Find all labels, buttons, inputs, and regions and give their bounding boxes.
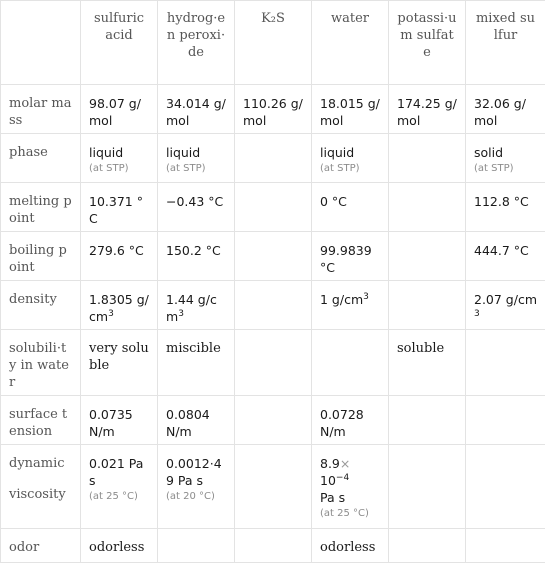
cell-value: 0.0012·49 Pa s [166, 456, 222, 488]
table-cell [235, 134, 312, 183]
table-cell [81, 281, 158, 330]
table-cell [235, 183, 312, 232]
row-label-phase: phase [1, 134, 81, 183]
table-cell [81, 445, 158, 529]
table-cell [466, 445, 545, 529]
table-cell: 444.7 °C [466, 232, 545, 281]
cell-base: 10 [320, 473, 336, 488]
table-cell: miscible [158, 330, 235, 396]
table-cell [466, 330, 545, 396]
table-cell: 150.2 °C [158, 232, 235, 281]
table-cell: 10.371 °C [81, 183, 158, 232]
table-cell: 279.6 °C [81, 232, 158, 281]
table-cell: 0.0728 N/m [312, 396, 389, 445]
cell-note: (at 25 °C) [320, 507, 380, 521]
table-cell: 174.25 g/mol [389, 85, 466, 134]
table-cell [389, 396, 466, 445]
row-label-solubility: solubili·ty in water [1, 330, 81, 396]
cell-note: (at 20 °C) [166, 490, 226, 504]
table-cell [389, 183, 466, 232]
cell-exponent: 3 [474, 309, 480, 319]
row-phase [1, 134, 545, 183]
col-header-sulfuric-acid: sulfuric acid [81, 1, 158, 85]
row-label-odor: odor [1, 529, 81, 563]
row-label-molar-mass: molar mass [1, 85, 81, 134]
table-cell [158, 134, 235, 183]
row-label-dynamic: dynamic [9, 455, 72, 472]
table-cell: 0.0735 N/m [81, 396, 158, 445]
cell-note: (at STP) [474, 162, 537, 176]
row-surface-tension [1, 396, 545, 445]
row-label-viscosity: viscosity [9, 486, 72, 503]
cell-value: 1.44 g/cm [166, 292, 217, 324]
table-cell: 34.014 g/mol [158, 85, 235, 134]
col-header-mixed-sulfur: mixed sulfur [466, 1, 545, 85]
table-cell [81, 134, 158, 183]
table-cell [312, 445, 389, 529]
table-cell [389, 134, 466, 183]
cell-note: (at STP) [89, 162, 149, 176]
col-header-hydrogen-peroxide: hydrog·en peroxi·de [158, 1, 235, 85]
table-cell: −0.43 °C [158, 183, 235, 232]
cell-value: liquid [89, 145, 123, 160]
table-cell: 112.8 °C [466, 183, 545, 232]
table-cell [158, 529, 235, 563]
table-cell [235, 281, 312, 330]
cell-value: liquid [166, 145, 200, 160]
table-cell [158, 445, 235, 529]
table-cell [312, 330, 389, 396]
table-cell [235, 445, 312, 529]
cell-value: liquid [320, 145, 354, 160]
row-label-boiling-point: boiling point [1, 232, 81, 281]
cell-exponent: −4 [336, 473, 349, 483]
table-cell: 0 °C [312, 183, 389, 232]
table-cell [389, 529, 466, 563]
cell-exponent: 3 [178, 309, 184, 319]
col-header-water: water [312, 1, 389, 85]
table-cell [389, 232, 466, 281]
cell-value: 1.8305 g/cm [89, 292, 149, 324]
table-cell [312, 134, 389, 183]
row-molar-mass [1, 85, 545, 134]
row-melting-point [1, 183, 545, 232]
table-cell: 99.9839 °C [312, 232, 389, 281]
cell-unit: Pa s [320, 490, 345, 505]
row-label-dynamic-viscosity [1, 445, 81, 529]
row-label-surface-tension: surface tension [1, 396, 81, 445]
corner-cell [1, 1, 81, 85]
cell-value: 0.021 Pa s [89, 456, 143, 488]
cell-value: 1 g/cm [320, 292, 363, 307]
table-cell [466, 281, 545, 330]
col-header-potassium-sulfate: potassi·um sulfate [389, 1, 466, 85]
table-cell [466, 396, 545, 445]
table-cell [235, 396, 312, 445]
row-solubility [1, 330, 545, 396]
table-cell [389, 281, 466, 330]
table-cell: 32.06 g/mol [466, 85, 545, 134]
table-cell [235, 232, 312, 281]
row-odor [1, 529, 545, 563]
row-dynamic-viscosity [1, 445, 545, 529]
table-cell [466, 134, 545, 183]
times-sign: × [340, 456, 350, 471]
cell-value: solid [474, 145, 503, 160]
table-cell: odorless [81, 529, 158, 563]
row-boiling-point [1, 232, 545, 281]
cell-value: 2.07 g/cm [474, 292, 537, 307]
table-cell: 110.26 g/mol [235, 85, 312, 134]
cell-exponent: 3 [363, 292, 369, 302]
table-cell [158, 281, 235, 330]
table-cell [389, 445, 466, 529]
cell-mantissa: 8.9 [320, 456, 340, 471]
row-label-melting-point: melting point [1, 183, 81, 232]
row-label-density: density [1, 281, 81, 330]
cell-note: (at 25 °C) [89, 490, 149, 504]
table-cell: 18.015 g/mol [312, 85, 389, 134]
table-cell [235, 529, 312, 563]
col-header-k2s: K₂S [235, 1, 312, 85]
header-row [1, 1, 545, 85]
table-cell: very soluble [81, 330, 158, 396]
table-cell [235, 330, 312, 396]
table-cell: 98.07 g/mol [81, 85, 158, 134]
cell-note: (at STP) [166, 162, 226, 176]
cell-note: (at STP) [320, 162, 380, 176]
table-cell [466, 529, 545, 563]
cell-exponent: 3 [108, 309, 114, 319]
table-cell: odorless [312, 529, 389, 563]
table-cell [312, 281, 389, 330]
row-density [1, 281, 545, 330]
table-cell: 0.0804 N/m [158, 396, 235, 445]
table-cell: soluble [389, 330, 466, 396]
